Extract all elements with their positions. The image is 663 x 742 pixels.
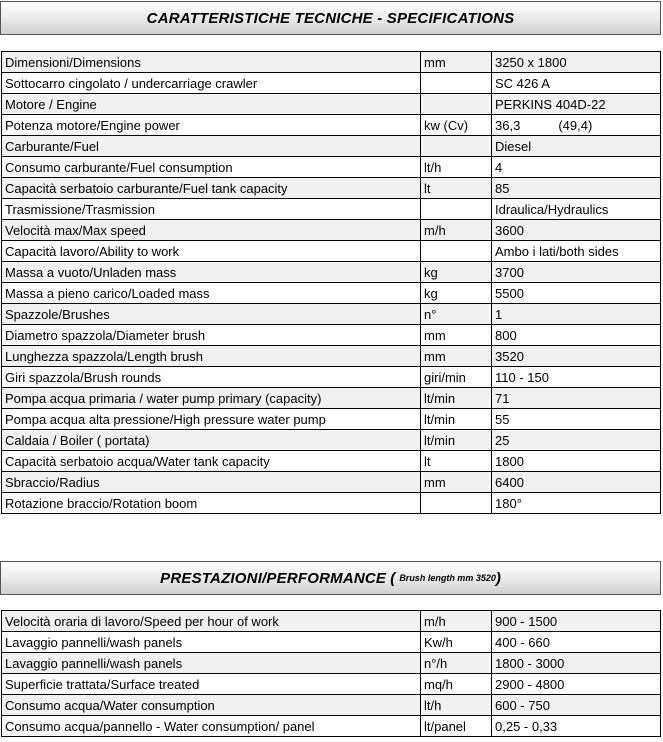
row-unit: lt (421, 178, 492, 199)
row-unit: m/h (421, 220, 492, 241)
row-value-cell (492, 409, 661, 430)
row-value: PERKINS 404D-22 (495, 96, 606, 112)
row-unit: lt (421, 451, 492, 472)
row-label: Diametro spazzola/Diameter brush (2, 325, 421, 346)
row-unit: giri/min (421, 367, 492, 388)
row-unit: mq/h (421, 674, 492, 695)
row-label: Consumo carburante/Fuel consumption (2, 157, 421, 178)
row-value-cell (492, 115, 661, 136)
row-label: Velocità max/Max speed (2, 220, 421, 241)
row-label: Giri spazzola/Brush rounds (2, 367, 421, 388)
row-unit: kw (Cv) (421, 115, 492, 136)
table-row (2, 611, 661, 632)
row-unit: kg (421, 262, 492, 283)
row-value-cell (492, 346, 661, 367)
row-value: SC 426 A (495, 75, 550, 91)
row-unit: m/h (421, 611, 492, 632)
row-value-cell (492, 493, 661, 514)
table-row (2, 241, 661, 262)
row-value-cell (492, 262, 661, 283)
row-label: Potenza motore/Engine power (2, 115, 421, 136)
row-label: Spazzole/Brushes (2, 304, 421, 325)
table-row (2, 304, 661, 325)
row-label: Consumo acqua/Water consumption (2, 695, 421, 716)
table-row (2, 136, 661, 157)
row-value-cell (492, 52, 661, 73)
row-value: 4 (495, 159, 503, 175)
row-label: Capacità lavoro/Ability to work (2, 241, 421, 262)
row-label: Carburante/Fuel (2, 136, 421, 157)
row-value-cell (492, 653, 661, 674)
row-value: Diesel (495, 138, 532, 154)
table-row (2, 451, 661, 472)
paren-open: ( (386, 569, 396, 587)
specifications-table (1, 51, 661, 514)
row-unit (421, 241, 492, 262)
paren-close: ) (495, 569, 501, 587)
table-row (2, 283, 661, 304)
row-unit (421, 136, 492, 157)
row-label: Caldaia / Boiler ( portata) (2, 430, 421, 451)
row-unit: lt/h (421, 695, 492, 716)
row-value: 85 (495, 180, 510, 196)
row-unit: Kw/h (421, 632, 492, 653)
table-row (2, 367, 661, 388)
row-value: 1800 - 3000 (495, 655, 565, 671)
row-value: 110 - 150 (495, 369, 549, 385)
row-value: 3600 (495, 222, 524, 238)
table-row (2, 94, 661, 115)
specifications-title: CARATTERISTICHE TECNICHE - SPECIFICATIONS (146, 9, 515, 27)
performance-table (1, 610, 661, 737)
row-unit: mm (421, 346, 492, 367)
row-value-cell (492, 325, 661, 346)
row-value-cell (492, 716, 661, 737)
table-row (2, 695, 661, 716)
table-row (2, 430, 661, 451)
row-label: Trasmissione/Trasmission (2, 199, 421, 220)
row-label: Lavaggio pannelli/wash panels (2, 632, 421, 653)
row-unit: lt/h (421, 157, 492, 178)
specifications-header (0, 1, 661, 35)
table-row (2, 632, 661, 653)
row-value-cell (492, 695, 661, 716)
table-row (2, 674, 661, 695)
row-value: 0,25 - 0,33 (495, 718, 558, 734)
table-row (2, 388, 661, 409)
row-label: Velocità oraria di lavoro/Speed per hour of work (2, 611, 421, 632)
row-label: Capacità serbatoio acqua/Water tank capacity (2, 451, 421, 472)
row-value: 71 (495, 390, 510, 406)
row-unit: n°/h (421, 653, 492, 674)
row-label: Motore / Engine (2, 94, 421, 115)
table-row (2, 178, 661, 199)
row-unit: lt/min (421, 409, 492, 430)
table-row (2, 346, 661, 367)
row-value-cell (492, 157, 661, 178)
table-row (2, 115, 661, 136)
row-value-cell (492, 136, 661, 157)
table-row (2, 199, 661, 220)
table-row (2, 157, 661, 178)
performance-title: PRESTAZIONI/PERFORMANCE (160, 569, 387, 587)
row-value-cell (492, 674, 661, 695)
row-value: 600 - 750 (495, 697, 550, 713)
table-row (2, 73, 661, 94)
performance-subtitle: Brush length mm 3520 (399, 573, 496, 583)
row-value-cell (492, 430, 661, 451)
row-value: 3250 x 1800 (495, 54, 567, 70)
row-value-cell (492, 367, 661, 388)
row-unit: mm (421, 52, 492, 73)
row-value-extra: (49,4) (558, 117, 593, 133)
row-unit: lt/min (421, 430, 492, 451)
row-value: 3520 (495, 348, 524, 364)
row-value-cell (492, 199, 661, 220)
row-value: 180° (495, 495, 522, 511)
row-label: Capacità serbatoio carburante/Fuel tank capacity (2, 178, 421, 199)
row-value: 36,3 (495, 117, 521, 133)
table-row (2, 716, 661, 737)
row-label: Massa a pieno carico/Loaded mass (2, 283, 421, 304)
row-value: 1800 (495, 453, 524, 469)
row-label: Lunghezza spazzola/Length brush (2, 346, 421, 367)
row-value: 800 (495, 327, 517, 343)
row-unit: lt/min (421, 388, 492, 409)
row-value: 1 (495, 306, 503, 322)
row-value: 55 (495, 411, 510, 427)
row-value-cell (492, 283, 661, 304)
row-value: Ambo i lati/both sides (495, 243, 619, 259)
row-unit: mm (421, 325, 492, 346)
row-value-cell (492, 241, 661, 262)
row-value: Idraulica/Hydraulics (495, 201, 609, 217)
row-label: Superficie trattata/Surface treated (2, 674, 421, 695)
row-value-cell (492, 388, 661, 409)
row-unit: n° (421, 304, 492, 325)
table-row (2, 220, 661, 241)
row-unit: lt/panel (421, 716, 492, 737)
row-label: Dimensioni/Dimensions (2, 52, 421, 73)
row-label: Consumo acqua/pannello - Water consumption/ panel (2, 716, 421, 737)
row-value: 25 (495, 432, 510, 448)
row-label: Rotazione braccio/Rotation boom (2, 493, 421, 514)
row-label: Sbraccio/Radius (2, 472, 421, 493)
table-row (2, 472, 661, 493)
row-unit (421, 199, 492, 220)
row-value: 3700 (495, 264, 524, 280)
row-unit (421, 94, 492, 115)
row-value-cell (492, 472, 661, 493)
row-value-cell (492, 632, 661, 653)
row-value: 5500 (495, 285, 524, 301)
row-unit (421, 73, 492, 94)
table-row (2, 409, 661, 430)
row-unit: mm (421, 472, 492, 493)
row-value-cell (492, 94, 661, 115)
row-value-cell (492, 611, 661, 632)
row-label: Pompa acqua primaria / water pump primary (capacity) (2, 388, 421, 409)
table-row (2, 325, 661, 346)
row-unit: kg (421, 283, 492, 304)
performance-header (0, 561, 661, 595)
table-row (2, 493, 661, 514)
table-row (2, 653, 661, 674)
row-value-cell (492, 178, 661, 199)
row-value-cell (492, 73, 661, 94)
row-label: Lavaggio pannelli/wash panels (2, 653, 421, 674)
row-value-cell (492, 304, 661, 325)
row-value: 6400 (495, 474, 524, 490)
row-label: Massa a vuoto/Unladen mass (2, 262, 421, 283)
row-value: 400 - 660 (495, 634, 550, 650)
row-label: Pompa acqua alta pressione/High pressure water pump (2, 409, 421, 430)
row-value: 900 - 1500 (495, 613, 558, 629)
table-row (2, 52, 661, 73)
row-label: Sottocarro cingolato / undercarriage crawler (2, 73, 421, 94)
table-row (2, 262, 661, 283)
row-value: 2900 - 4800 (495, 676, 565, 692)
row-unit (421, 493, 492, 514)
row-value-cell (492, 451, 661, 472)
row-value-cell (492, 220, 661, 241)
